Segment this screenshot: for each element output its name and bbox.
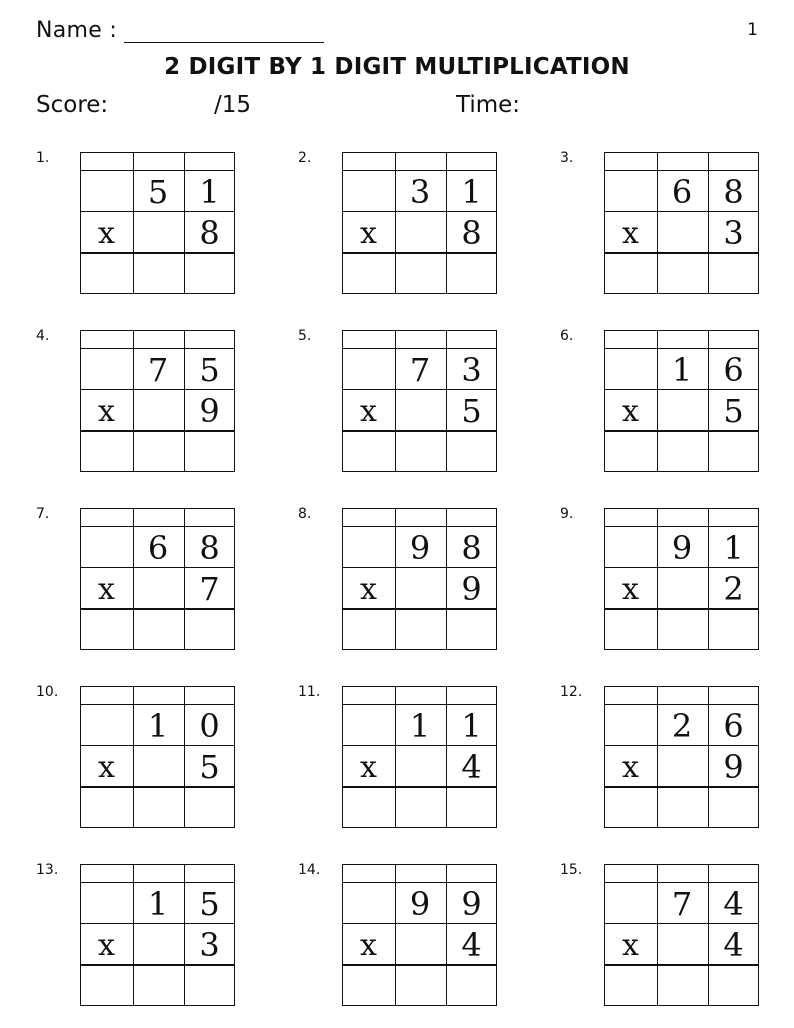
- answer-cell[interactable]: [397, 434, 445, 468]
- answer-cell[interactable]: [448, 434, 496, 468]
- multiplier-digit: 5: [199, 748, 220, 786]
- multiply-sign: x: [622, 750, 639, 785]
- problem-number: 13.: [36, 862, 59, 878]
- grid-row-divider: [81, 704, 234, 705]
- worksheet-title: 2 DIGIT BY 1 DIGIT MULTIPLICATION: [164, 54, 630, 80]
- problem-number: 3.: [560, 150, 574, 166]
- multiplicand-ones-digit: 9: [461, 885, 482, 923]
- multiplicand-ones-digit: 1: [461, 707, 482, 745]
- score-total: /15: [214, 92, 252, 118]
- answer-cell[interactable]: [345, 256, 393, 290]
- answer-cell[interactable]: [607, 612, 655, 646]
- multiply-sign: x: [360, 216, 377, 251]
- problem-grid: [342, 152, 497, 294]
- multiplicand-ones-digit: 0: [199, 707, 220, 745]
- problem-number: 14.: [298, 862, 321, 878]
- grid-row-divider: [605, 348, 758, 349]
- answer-cell[interactable]: [345, 434, 393, 468]
- multiplicand-tens-digit: 1: [147, 885, 169, 923]
- multiplier-digit: 3: [199, 926, 220, 964]
- answer-cell[interactable]: [83, 434, 131, 468]
- multiplier-digit: 8: [461, 214, 482, 252]
- answer-cell[interactable]: [135, 256, 183, 290]
- problem-number: 5.: [298, 328, 312, 344]
- answer-cell[interactable]: [659, 790, 707, 824]
- problem-grid: [342, 330, 497, 472]
- answer-cell[interactable]: [397, 612, 445, 646]
- answer-cell[interactable]: [186, 256, 234, 290]
- grid-row-divider: [81, 348, 234, 349]
- problem-number: 9.: [560, 506, 574, 522]
- name-label: Name :: [36, 18, 118, 43]
- multiplicand-tens-digit: 7: [671, 885, 693, 923]
- answer-cell[interactable]: [448, 256, 496, 290]
- problem-number: 2.: [298, 150, 312, 166]
- multiply-sign: x: [360, 394, 377, 429]
- problem-grid: [80, 864, 235, 1006]
- answer-cell[interactable]: [448, 790, 496, 824]
- answer-cell[interactable]: [448, 612, 496, 646]
- score-label: Score:: [36, 92, 109, 118]
- problem-grid: [80, 508, 235, 650]
- multiplicand-ones-digit: 8: [199, 529, 220, 567]
- answer-cell[interactable]: [83, 968, 131, 1002]
- answer-cell[interactable]: [659, 968, 707, 1002]
- answer-cell[interactable]: [710, 434, 758, 468]
- problem-grid: [604, 508, 759, 650]
- multiplicand-ones-digit: 4: [723, 885, 744, 923]
- answer-cell[interactable]: [186, 968, 234, 1002]
- answer-cell[interactable]: [710, 612, 758, 646]
- answer-cell[interactable]: [135, 612, 183, 646]
- answer-cell[interactable]: [397, 790, 445, 824]
- multiplicand-ones-digit: 6: [723, 351, 744, 389]
- multiplicand-tens-digit: 7: [409, 351, 431, 389]
- answer-cell[interactable]: [186, 434, 234, 468]
- answer-cell[interactable]: [607, 968, 655, 1002]
- answer-cell[interactable]: [135, 968, 183, 1002]
- problem-number: 11.: [298, 684, 321, 700]
- answer-cell[interactable]: [710, 968, 758, 1002]
- multiplicand-tens-digit: 6: [147, 529, 169, 567]
- multiply-sign: x: [360, 928, 377, 963]
- problem-grid: [604, 686, 759, 828]
- problem-grid: [604, 152, 759, 294]
- grid-row-divider: [81, 882, 234, 883]
- problem-grid: [80, 152, 235, 294]
- multiplier-digit: 2: [723, 570, 744, 608]
- multiplier-digit: 8: [199, 214, 220, 252]
- multiplier-digit: 4: [723, 926, 744, 964]
- multiplier-digit: 5: [723, 392, 744, 430]
- problem-number: 15.: [560, 862, 583, 878]
- multiply-sign: x: [360, 750, 377, 785]
- answer-cell[interactable]: [345, 612, 393, 646]
- problem-grid: [604, 330, 759, 472]
- grid-row-divider: [81, 170, 234, 171]
- multiplicand-tens-digit: 6: [671, 173, 693, 211]
- multiplicand-ones-digit: 1: [461, 173, 482, 211]
- multiplicand-ones-digit: 5: [199, 351, 220, 389]
- multiplier-digit: 7: [199, 570, 220, 608]
- grid-row-divider: [81, 526, 234, 527]
- problem-number: 4.: [36, 328, 50, 344]
- multiplicand-ones-digit: 6: [723, 707, 744, 745]
- problem-grid: [342, 508, 497, 650]
- multiplicand-ones-digit: 5: [199, 885, 220, 923]
- multiplicand-tens-digit: 1: [147, 707, 169, 745]
- answer-cell[interactable]: [607, 256, 655, 290]
- multiplicand-tens-digit: 1: [409, 707, 431, 745]
- multiplicand-tens-digit: 2: [671, 707, 693, 745]
- problem-number: 8.: [298, 506, 312, 522]
- answer-cell[interactable]: [135, 434, 183, 468]
- answer-cell[interactable]: [710, 256, 758, 290]
- grid-row-divider: [605, 704, 758, 705]
- multiplicand-tens-digit: 5: [147, 173, 169, 211]
- answer-cell[interactable]: [607, 434, 655, 468]
- multiplicand-ones-digit: 3: [461, 351, 482, 389]
- answer-cell[interactable]: [659, 256, 707, 290]
- multiplier-digit: 9: [723, 748, 744, 786]
- problem-number: 6.: [560, 328, 574, 344]
- multiplicand-tens-digit: 9: [409, 885, 431, 923]
- answer-cell[interactable]: [710, 790, 758, 824]
- grid-row-divider: [605, 170, 758, 171]
- answer-cell[interactable]: [83, 612, 131, 646]
- grid-row-divider: [343, 704, 496, 705]
- grid-row-divider: [343, 348, 496, 349]
- answer-cell[interactable]: [135, 790, 183, 824]
- problem-grid: [80, 330, 235, 472]
- answer-cell[interactable]: [448, 968, 496, 1002]
- multiply-sign: x: [360, 572, 377, 607]
- problem-number: 7.: [36, 506, 50, 522]
- answer-cell[interactable]: [397, 256, 445, 290]
- multiply-sign: x: [622, 394, 639, 429]
- multiply-sign: x: [98, 216, 115, 251]
- problem-grid: [342, 686, 497, 828]
- problem-number: 1.: [36, 150, 50, 166]
- multiplicand-tens-digit: 1: [671, 351, 693, 389]
- answer-cell[interactable]: [345, 790, 393, 824]
- answer-cell[interactable]: [607, 790, 655, 824]
- multiply-sign: x: [622, 928, 639, 963]
- multiplicand-tens-digit: 3: [409, 173, 431, 211]
- page-number: 1: [747, 20, 758, 40]
- multiplicand-tens-digit: 9: [671, 529, 693, 567]
- grid-row-divider: [343, 882, 496, 883]
- grid-row-divider: [343, 526, 496, 527]
- answer-cell[interactable]: [83, 790, 131, 824]
- answer-cell[interactable]: [659, 434, 707, 468]
- multiplier-digit: 3: [723, 214, 744, 252]
- time-label: Time:: [456, 92, 521, 118]
- answer-cell[interactable]: [186, 790, 234, 824]
- problem-number: 12.: [560, 684, 583, 700]
- grid-row-divider: [605, 526, 758, 527]
- multiplicand-ones-digit: 1: [723, 529, 744, 567]
- multiplier-digit: 4: [461, 748, 482, 786]
- multiplier-digit: 9: [199, 392, 220, 430]
- multiplicand-tens-digit: 9: [409, 529, 431, 567]
- multiply-sign: x: [622, 572, 639, 607]
- answer-cell[interactable]: [659, 612, 707, 646]
- name-blank-line[interactable]: [124, 42, 324, 43]
- answer-cell[interactable]: [186, 612, 234, 646]
- multiplicand-tens-digit: 7: [147, 351, 169, 389]
- problem-grid: [80, 686, 235, 828]
- answer-cell[interactable]: [345, 968, 393, 1002]
- multiply-sign: x: [622, 216, 639, 251]
- grid-row-divider: [605, 882, 758, 883]
- multiply-sign: x: [98, 928, 115, 963]
- problem-grid: [604, 864, 759, 1006]
- problem-grid: [342, 864, 497, 1006]
- grid-row-divider: [343, 170, 496, 171]
- multiplier-digit: 5: [461, 392, 482, 430]
- multiply-sign: x: [98, 750, 115, 785]
- multiply-sign: x: [98, 394, 115, 429]
- problem-number: 10.: [36, 684, 59, 700]
- multiplier-digit: 9: [461, 570, 482, 608]
- multiply-sign: x: [98, 572, 115, 607]
- multiplicand-ones-digit: 8: [723, 173, 744, 211]
- multiplicand-ones-digit: 8: [461, 529, 482, 567]
- multiplier-digit: 4: [461, 926, 482, 964]
- answer-cell[interactable]: [83, 256, 131, 290]
- answer-cell[interactable]: [397, 968, 445, 1002]
- multiplicand-ones-digit: 1: [199, 173, 220, 211]
